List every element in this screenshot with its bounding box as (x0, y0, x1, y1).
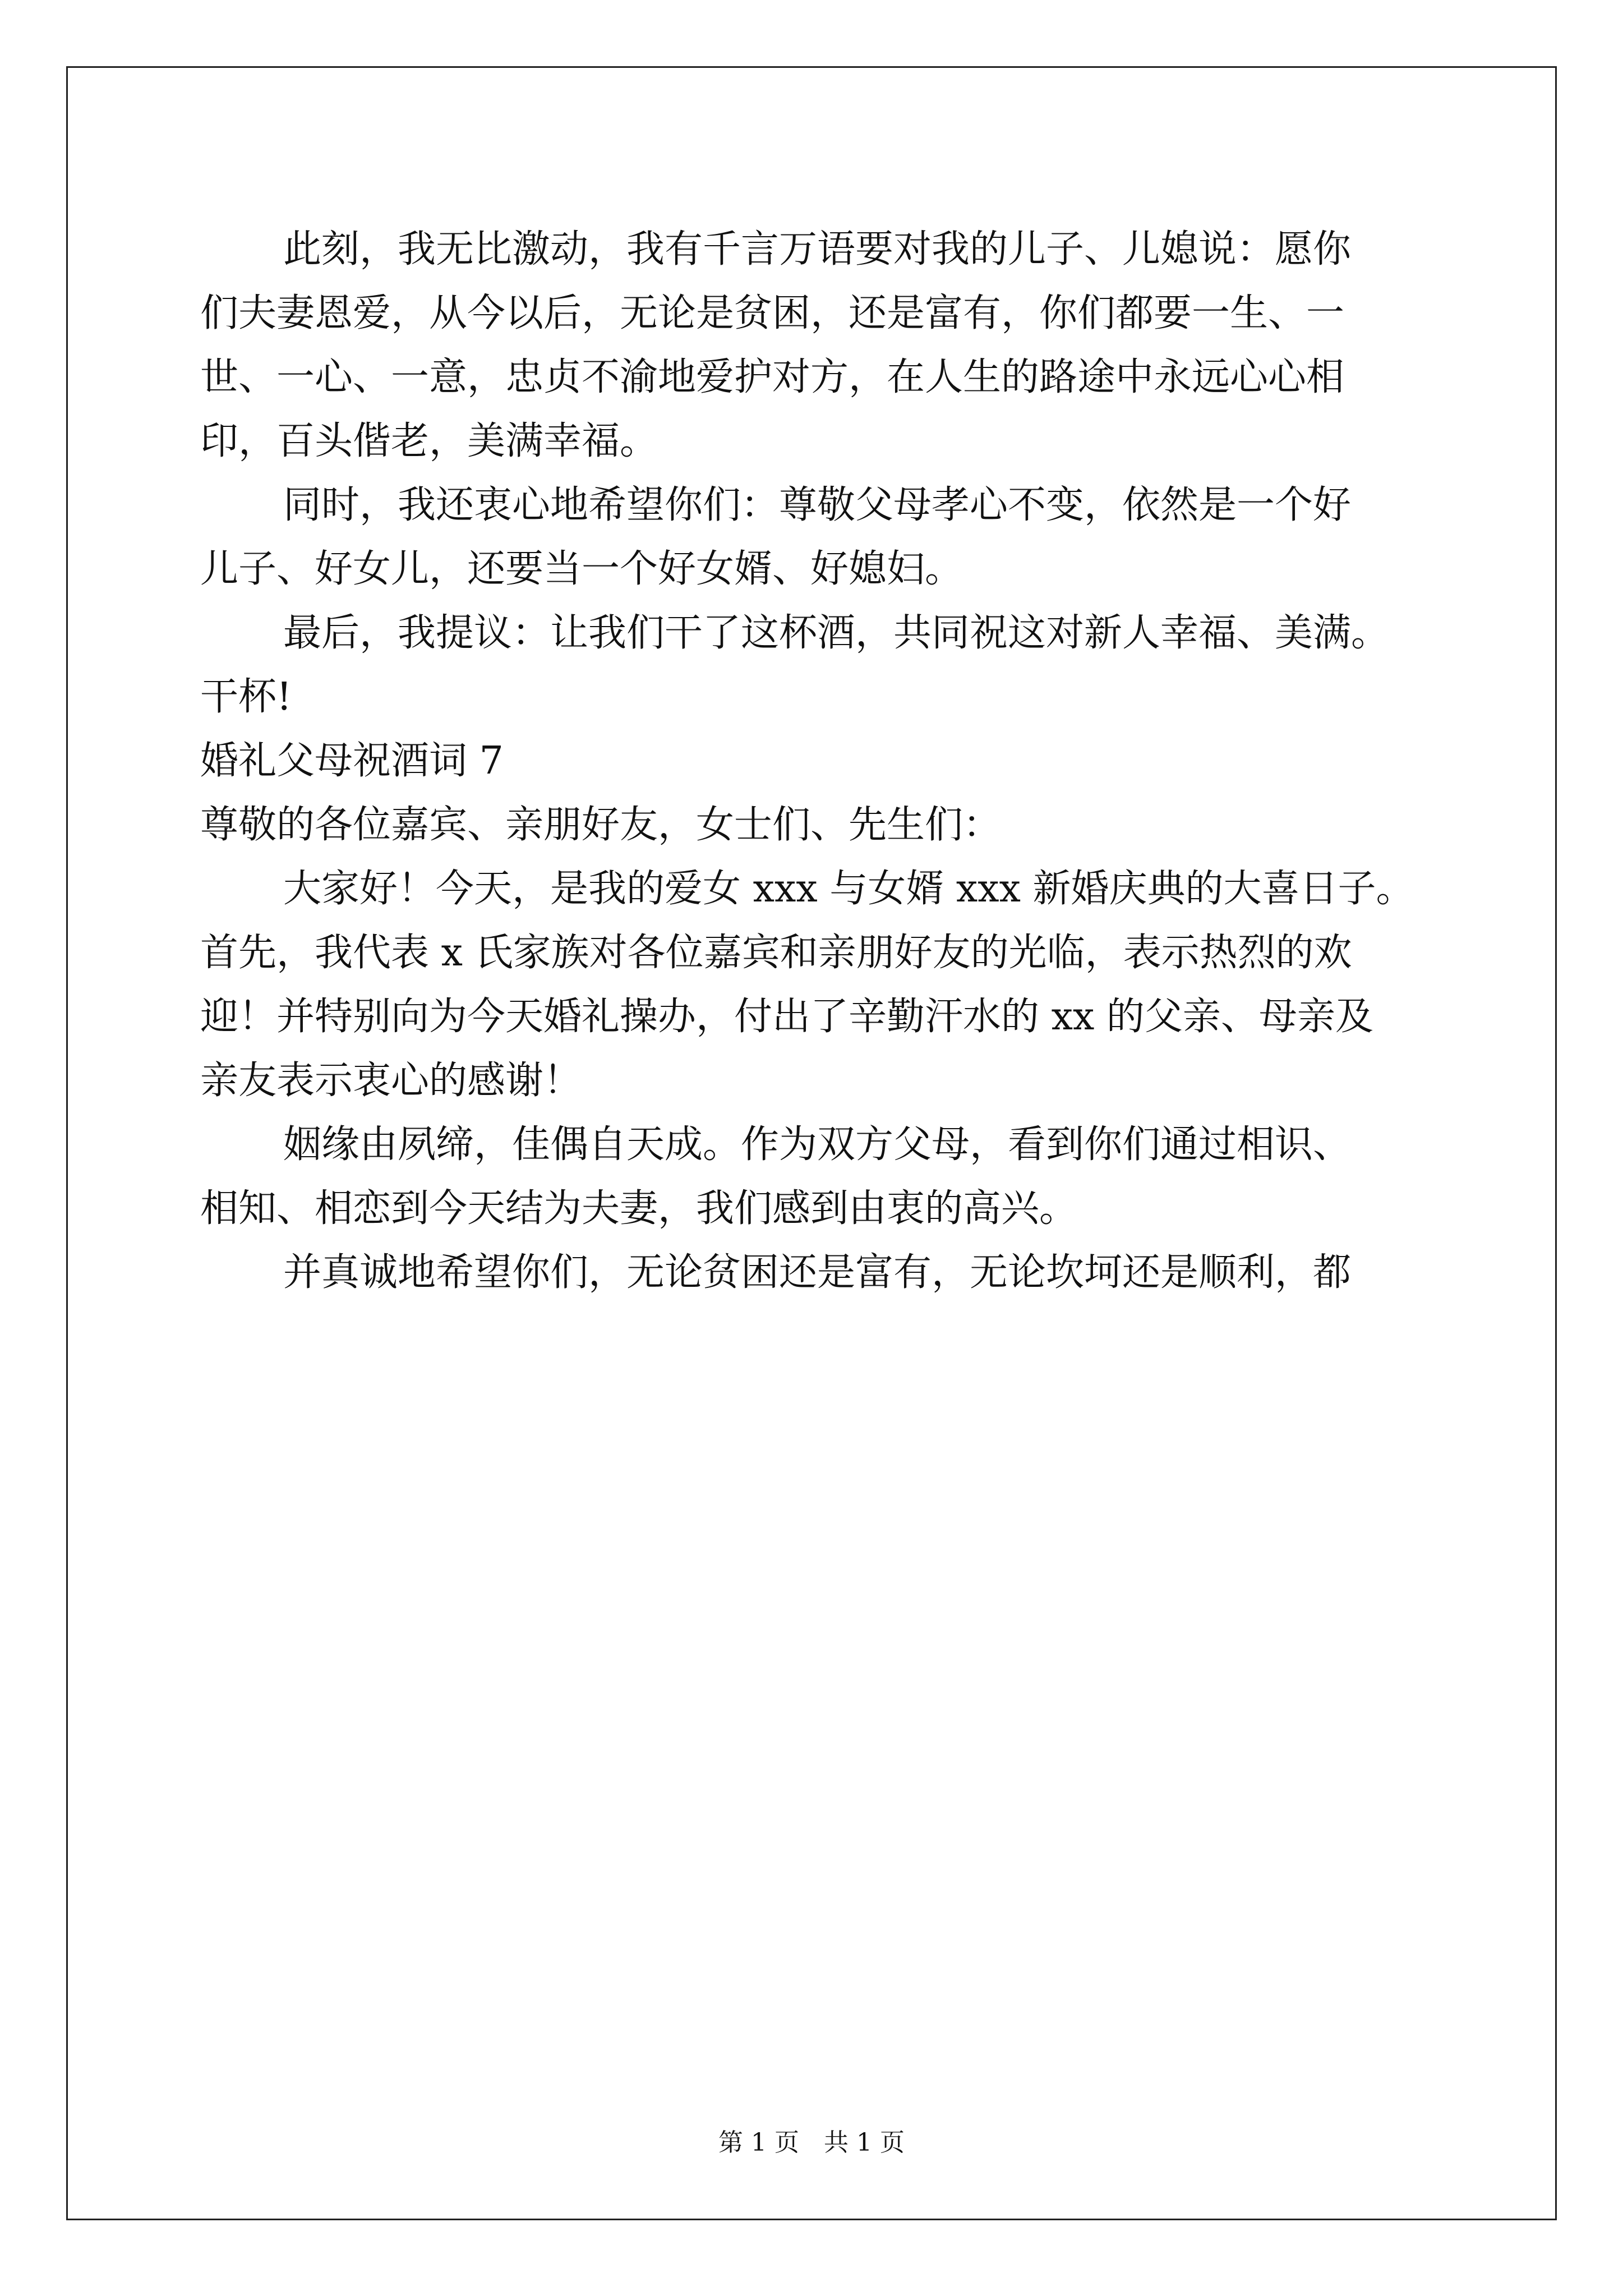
text-line: 首先，我代表 x 氏家族对各位嘉宾和亲朋好友的光临，表示热烈的欢 (200, 931, 1352, 975)
text-line: 亲友表示衷心的感谢！ (200, 1059, 582, 1103)
text-line: 最后，我提议：让我们干了这杯酒，共同祝这对新人幸福、美满。 (283, 611, 1390, 655)
text-line: 干杯! (200, 675, 292, 719)
text-line: 儿子、好女儿，还要当一个好女婿、好媳妇。 (200, 547, 963, 591)
text-line: 姻缘由夙缔，佳偶自天成。作为双方父母，看到你们通过相识、 (283, 1122, 1352, 1167)
section-title: 婚礼父母祝酒词 7 (200, 739, 504, 783)
text-line: 世、一心、一意，忠贞不渝地爱护对方，在人生的路途中永远心心相 (200, 355, 1345, 399)
text-line: 们夫妻恩爱，从今以后，无论是贫困，还是富有，你们都要一生、一 (200, 291, 1345, 335)
text-line: 并真诚地希望你们，无论贫困还是富有，无论坎坷还是顺利，都 (283, 1250, 1352, 1295)
text-line: 大家好！今天，是我的爱女 xxx 与女婿 xxx 新婚庆典的大喜日子。 (283, 867, 1414, 911)
page-footer: 第 1 页 共 1 页 (718, 2128, 905, 2157)
text-line: 印，百头偕老，美满幸福。 (200, 419, 658, 463)
salutation: 尊敬的各位嘉宾、亲朋好友，女士们、先生们： (200, 803, 1002, 847)
text-line: 同时，我还衷心地希望你们：尊敬父母孝心不变，依然是一个好 (283, 483, 1352, 527)
text-line: 相知、相恋到今天结为夫妻，我们感到由衷的高兴。 (200, 1186, 1078, 1231)
text-line: 此刻，我无比激动，我有千言万语要对我的儿子、儿媳说：愿你 (283, 227, 1352, 272)
text-line: 迎！并特别向为今天婚礼操办，付出了辛勤汗水的 xx 的父亲、母亲及 (200, 995, 1373, 1039)
